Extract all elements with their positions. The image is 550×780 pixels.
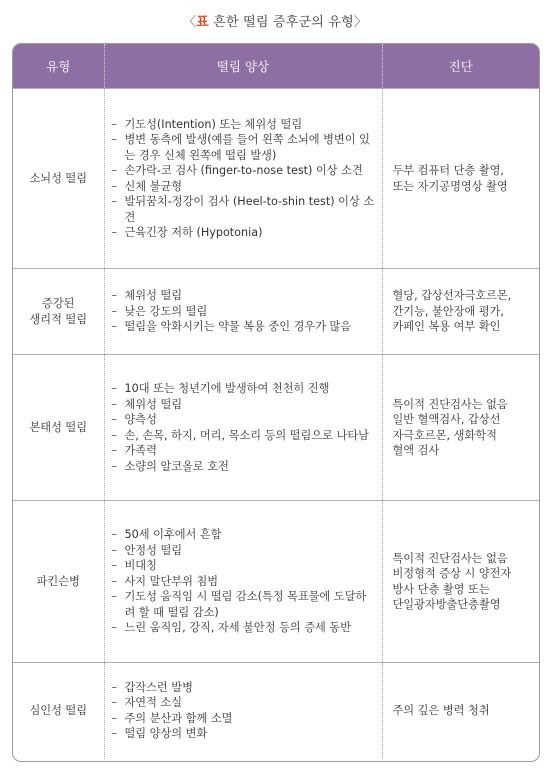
pattern-item: – 안정성 떨림 xyxy=(111,543,376,559)
pattern-cell xyxy=(104,663,382,759)
pattern-item: – 가족력 xyxy=(111,443,376,459)
pattern-item: – 손, 손목, 하지, 머리, 목소리 등의 떨림으로 나타남 xyxy=(111,428,376,444)
diagnosis-line: 간기능, 불안장애 평가, xyxy=(392,304,504,318)
pattern-item: – 낮은 강도의 떨림 xyxy=(111,304,376,320)
type-cell xyxy=(13,355,104,501)
tremor-table xyxy=(12,43,540,762)
diagnosis-cell xyxy=(382,501,539,663)
type-label: 증강된 xyxy=(42,297,75,310)
diagnosis-line: 카페인 복용 여부 확인 xyxy=(392,320,501,334)
diagnosis-line: 두부 컴퓨터 단층 촬영, xyxy=(392,164,504,177)
pattern-item: – 근육긴장 저하 (Hypotonia) xyxy=(111,225,376,241)
diagnosis-line: 비정형적 증상 시 양전자 xyxy=(392,567,512,580)
diagnosis-cell xyxy=(382,663,539,759)
caption-prefix: 표 xyxy=(196,15,209,30)
diagnosis-line: 특이적 진단검사는 없음 xyxy=(392,397,508,411)
pattern-item: – 10대 또는 청년기에 발생하여 천천히 진행 xyxy=(111,381,376,397)
pattern-cell xyxy=(104,269,382,355)
type-label: 소뇌성 떨림 xyxy=(29,171,88,185)
pattern-item: – 갑작스런 발병 xyxy=(111,680,376,696)
diagnosis-line: 혈액 검사 xyxy=(392,444,440,457)
pattern-item: – 주의 분산과 함께 소멸 xyxy=(111,711,376,727)
pattern-item: – 발뒤꿈치-정강이 검사 (Heel-to-shin test) 이상 소견 xyxy=(111,194,376,225)
diagnosis-line: 혈당, 갑상선자극호르몬, xyxy=(392,289,512,303)
pattern-item: – 떨림을 악화시키는 약물 복용 중인 경우가 많음 xyxy=(111,319,376,335)
pattern-cell xyxy=(104,89,382,269)
type-cell xyxy=(13,89,104,269)
type-label: 생리적 떨림 xyxy=(29,312,88,326)
pattern-item: – 손가락-코 검사 (finger-to-nose test) 이상 소견 xyxy=(111,163,376,179)
pattern-item: – 기도성 움직임 시 떨림 감소(특정 목표물에 도달하려 할 때 떨림 감소) xyxy=(111,589,376,620)
caption-title: 흔한 떨림 증후군의 유형 xyxy=(213,15,354,30)
pattern-item: – 떨림 양상의 변화 xyxy=(111,726,376,742)
table-row xyxy=(13,269,539,355)
caption-close-bracket: 〉 xyxy=(353,15,368,30)
pattern-item: – 신체 불균형 xyxy=(111,179,376,195)
type-label: 본태성 떨림 xyxy=(29,420,88,434)
diagnosis-line: 특이적 진단검사는 없음 xyxy=(392,551,508,565)
header-pattern: 떨림 양상 xyxy=(104,44,382,89)
diagnosis-line: 자극호르몬, 생화학적 xyxy=(392,428,497,442)
pattern-item: – 자연적 소실 xyxy=(111,695,376,711)
table xyxy=(13,44,539,759)
header-type: 유형 xyxy=(13,44,104,89)
table-row xyxy=(13,501,539,663)
pattern-item: – 양측성 xyxy=(111,412,376,428)
pattern-item: – 느린 움직임, 강직, 자세 불안정 등의 증세 동반 xyxy=(111,620,376,636)
pattern-item: – 소량의 알코올로 호전 xyxy=(111,459,376,475)
pattern-item: – 기도성(Intention) 또는 체위성 떨림 xyxy=(111,117,376,133)
table-row xyxy=(13,89,539,269)
diagnosis-cell xyxy=(382,269,539,355)
diagnosis-line: 또는 자기공명영상 촬영 xyxy=(392,179,508,193)
pattern-item: – 사지 말단부위 침범 xyxy=(111,574,376,590)
pattern-cell xyxy=(104,501,382,663)
type-cell xyxy=(13,501,104,663)
pattern-item: – 비대칭 xyxy=(111,558,376,574)
header-row xyxy=(13,44,539,89)
diagnosis-cell xyxy=(382,355,539,501)
diagnosis-line: 일반 혈액검사, 갑상선 xyxy=(392,413,501,426)
pattern-item: – 50세 이후에서 흔함 xyxy=(111,527,376,543)
type-cell xyxy=(13,663,104,759)
type-cell xyxy=(13,269,104,355)
header-diagnosis: 진단 xyxy=(382,44,539,89)
diagnosis-line: 주의 깊은 병력 청취 xyxy=(392,704,490,717)
table-row xyxy=(13,355,539,501)
type-label: 파킨슨병 xyxy=(36,574,80,588)
pattern-item: – 체위성 떨림 xyxy=(111,397,376,413)
diagnosis-line: 방사 단층 촬영 또는 xyxy=(392,582,490,596)
table-row xyxy=(13,663,539,759)
pattern-cell xyxy=(104,355,382,501)
diagnosis-cell xyxy=(382,89,539,269)
caption-open-bracket: 〈 xyxy=(182,15,197,30)
pattern-item: – 병변 동측에 발생(예를 들어 왼쪽 소뇌에 병변이 있는 경우 신체 왼쪽에 떨림 발생) xyxy=(111,132,376,163)
pattern-item: – 체위성 떨림 xyxy=(111,288,376,304)
table-caption xyxy=(0,11,550,30)
diagnosis-line: 단일광자방출단층촬영 xyxy=(392,598,501,611)
type-label: 심인성 떨림 xyxy=(29,704,88,717)
